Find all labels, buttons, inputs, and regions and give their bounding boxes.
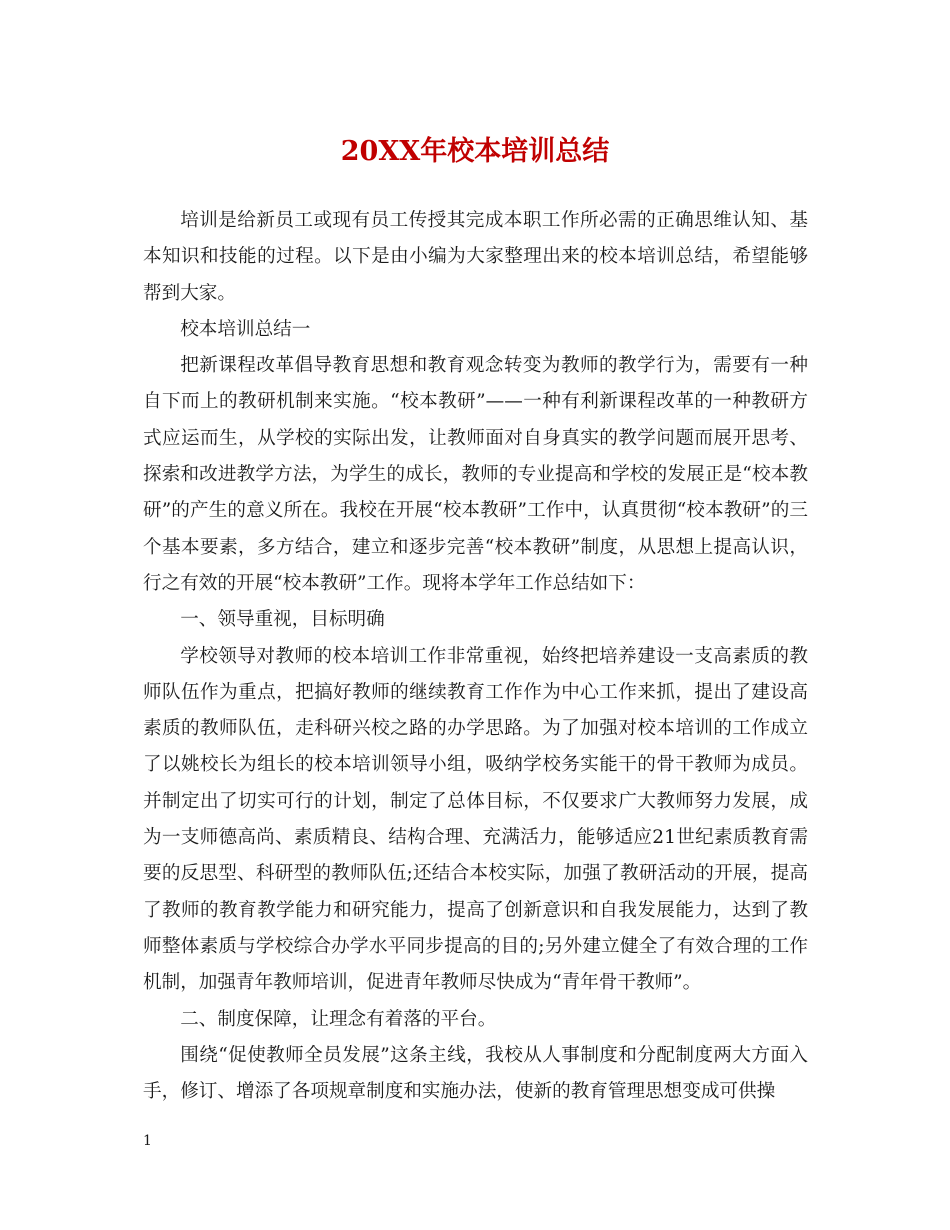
page-number: 1: [143, 1133, 152, 1149]
document-title: 20XX年校本培训总结: [340, 136, 610, 167]
section-heading: 校本培训总结一: [180, 318, 311, 340]
body-paragraph: 围绕“促使教师全员发展”这条主线，我校从人事制度和分配制度两大方面入手，修订、增添了各项规章制度和实施办法，使新的教育管理思想变成可供操: [143, 1044, 808, 1103]
section-heading: 一、领导重视，目标明确: [180, 609, 385, 631]
body-paragraph: 把新课程改革倡导教育思想和教育观念转变为教师的教学行为，需要有一种自下而上的教研机制来实施。“校本教研”——一种有利新课程改革的一种教研方式应运而生，从学校的实际出发，让教师面对自身真实的教学问题而展开思考、探索和改进教学方法，为学生的成长，教师的专业提高和学校的发展正是“校本教研”的产生的意义所在。我校在开展“校本教研”工作中，认真贯彻“校本教研”的三个基本要素，多方结合，建立和逐步完善“校本教研”制度，从思想上提高认识，行之有效的开展“校本教研”工作。现将本学年工作总结如下：: [143, 355, 808, 594]
document-body: [143, 203, 808, 1110]
intro-paragraph: 培训是给新员工或现有员工传授其完成本职工作所必需的正确思维认知、基本知识和技能的过程。以下是由小编为大家整理出来的校本培训总结，希望能够帮到大家。: [143, 210, 808, 304]
body-paragraph: 学校领导对教师的校本培训工作非常重视，始终把培养建设一支高素质的教师队伍作为重点，把搞好教师的继续教育工作作为中心工作来抓，提出了建设高素质的教师队伍，走科研兴校之路的办学思路。为了加强对校本培训的工作成立了以姚校长为组长的校本培训领导小组，吸纳学校务实能干的骨干教师为成员。并制定出了切实可行的计划，制定了总体目标，不仅要求广大教师努力发展，成为一支师德高尚、素质精良、结构合理、充满活力，能够适应21世纪素质教育需要的反思型、科研型的教师队伍;还结合本校实际，加强了教研活动的开展，提高了教师的教育教学能力和研究能力，提高了创新意识和自我发展能力，达到了教师整体素质与学校综合办学水平同步提高的目的;另外建立健全了有效合理的工作机制，加强青年教师培训，促进青年教师尽快成为“青年骨干教师”。: [143, 645, 808, 994]
section-heading: 二、制度保障，让理念有着落的平台。: [180, 1008, 497, 1030]
